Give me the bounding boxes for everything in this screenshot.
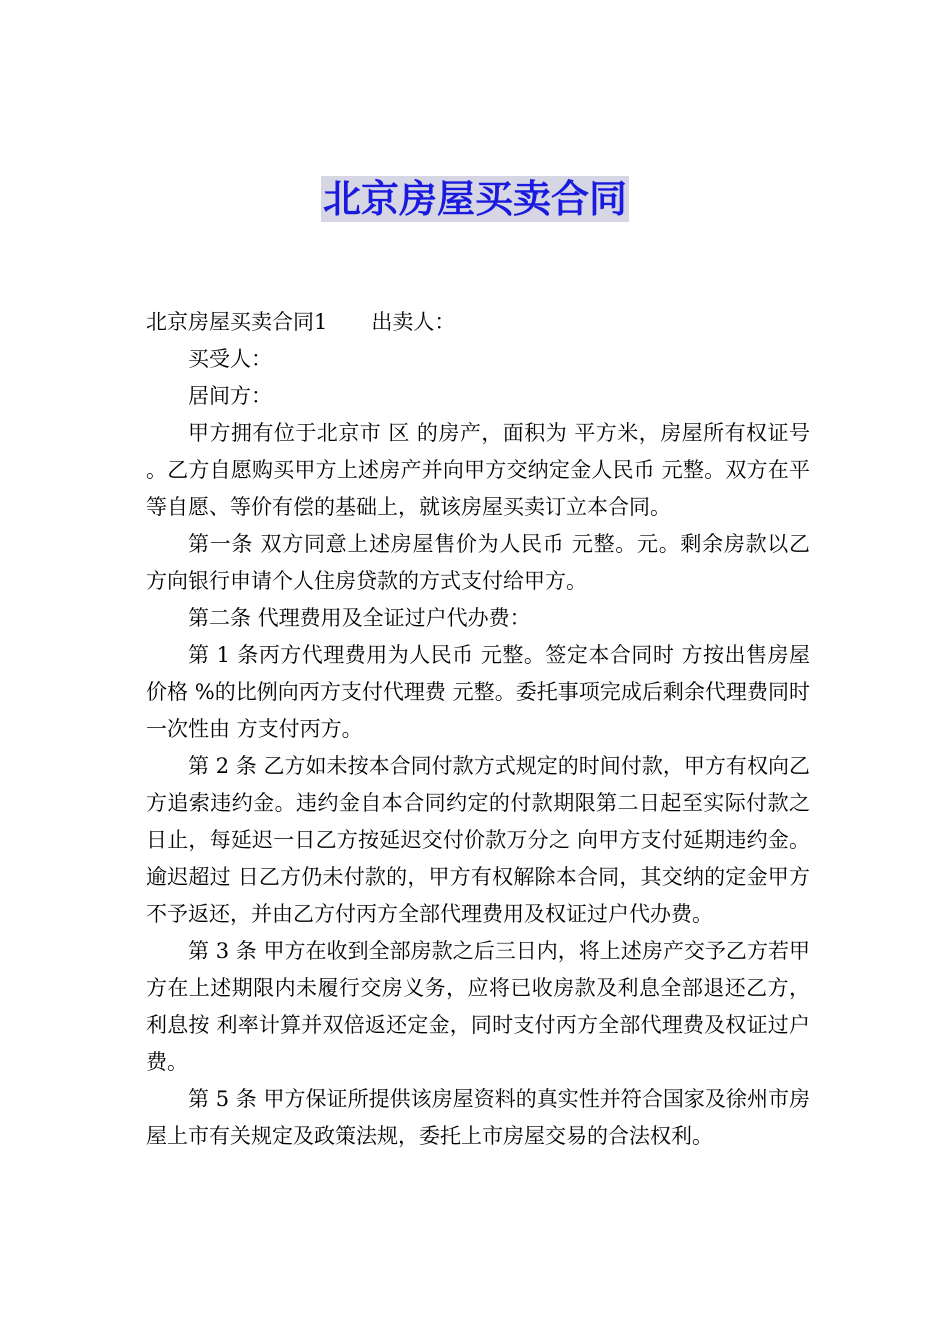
paragraph-clause-1: 第 1 条丙方代理费用为人民币 元整。签定本合同时 方按出售房屋价格 %的比例向丙方支付代理费 元整。委托事项完成后剩余代理费同时一次性由 方支付丙方。: [146, 643, 810, 741]
intro-heading: 北京房屋买卖合同1: [146, 310, 328, 334]
paragraph-intermediary: 居间方：: [188, 384, 272, 408]
paragraph-article-2: 第二条 代理费用及全证过户代办费：: [188, 606, 531, 630]
paragraph-preamble: 甲方拥有位于北京市 区 的房产，面积为 平方米，房屋所有权证号 。乙方自愿购买甲方上述房产并向甲方交纳定金人民币 元整。双方在平等自愿、等价有偿的基础上，就该房屋买卖订立本合同。: [146, 421, 810, 519]
paragraph-clause-2: 第 2 条 乙方如未按本合同付款方式规定的时间付款，甲方有权向乙方追索违约金。违约金自本合同约定的付款期限第二日起至实际付款之日止，每延迟一日乙方按延迟交付价款万分之 向甲方支付延期违约金。逾迟超过 日乙方仍未付款的，甲方有权解除本合同，其交纳的定金甲方不予返还，并由乙方付丙方全部代理费用及权证过户代办费。: [146, 754, 810, 926]
paragraph-clause-3: 第 3 条 甲方在收到全部房款之后三日内，将上述房产交予乙方若甲方在上述期限内未履行交房义务，应将已收房款及利息全部退还乙方，利息按 利率计算并双倍返还定金，同时支付丙方全部代理费及权证过户费。: [146, 939, 810, 1074]
seller-label: 出卖人：: [371, 310, 456, 334]
intro-line: [146, 304, 810, 341]
title-container: [0, 176, 950, 222]
paragraph-article-1: 第一条 双方同意上述房屋售价为人民币 元整。元。剩余房款以乙方向银行申请个人住房贷款的方式支付给甲方。: [146, 532, 810, 593]
document-body: [146, 304, 810, 1155]
document-title: 北京房屋买卖合同: [322, 177, 627, 221]
paragraph-clause-5: 第 5 条 甲方保证所提供该房屋资料的真实性并符合国家及徐州市房屋上市有关规定及政策法规，委托上市房屋交易的合法权利。: [146, 1087, 810, 1148]
paragraph-buyer: 买受人：: [188, 347, 272, 371]
